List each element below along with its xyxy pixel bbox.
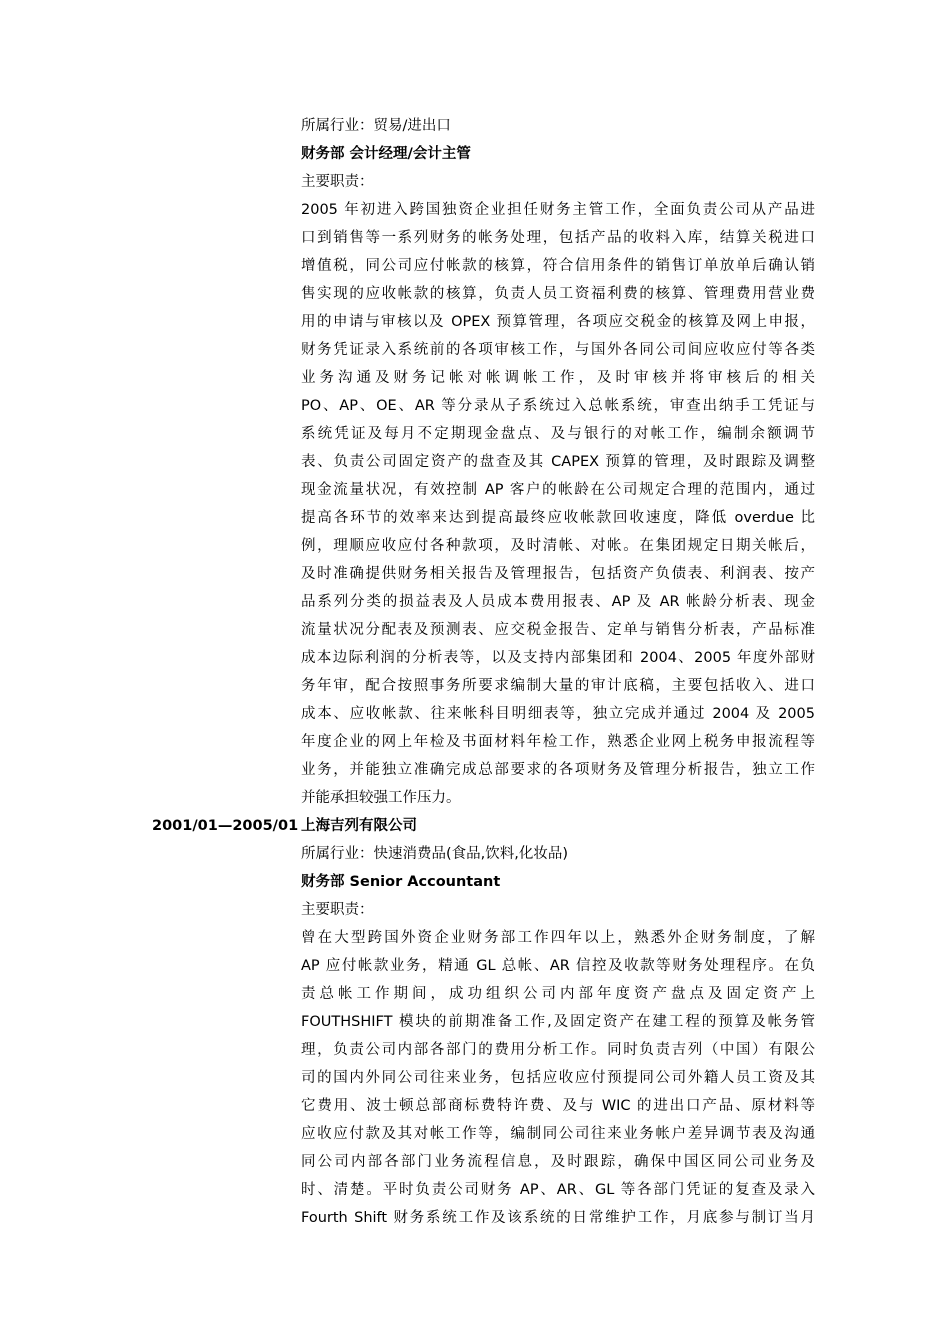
duties-line: 用的申请与审核以及 OPEX 预算管理，各项应交税金的核算及网上申报， <box>301 314 815 330</box>
duties-line: 例，理顺应收应付各种款项，及时清帐、对帐。在集团规定日期关帐后， <box>301 538 815 554</box>
duties-line: 增值税，同公司应付帐款的核算，符合信用条件的销售订单放单后确认销 <box>301 258 815 274</box>
duties-line: 务年审，配合按照事务所要求编制大量的审计底稿，主要包括收入、进口 <box>301 678 815 694</box>
duties-line: 提高各环节的效率来达到提高最终应收帐款回收速度，降低 overdue 比 <box>301 510 815 526</box>
duties-line: 时、清楚。平时负责公司财务 AP、AR、GL 等各部门凭证的复查及录入 <box>301 1182 815 1198</box>
duties-line: 财务凭证录入系统前的各项审核工作，与国外各同公司间应收应付等各类 <box>301 342 815 358</box>
industry-line: 所属行业：快速消费品(食品,饮料,化妆品) <box>301 846 569 862</box>
duties-line: 流量状况分配表及预测表、应交税金报告、定单与销售分析表，产品标准 <box>301 622 815 638</box>
industry-line: 所属行业：贸易/进出口 <box>301 118 451 134</box>
duties-line: 2005 年初进入跨国独资企业担任财务主管工作，全面负责公司从产品进 <box>301 202 815 218</box>
duties-line: 现金流量状况，有效控制 AP 客户的帐龄在公司规定合理的范围内，通过 <box>301 482 815 498</box>
duties-line: 应收应付款及其对帐工作等，编制同公司往来业务帐户差异调节表及沟通 <box>301 1126 815 1142</box>
duties-line: 同公司内部各部门业务流程信息，及时跟踪，确保中国区同公司业务及 <box>301 1154 815 1170</box>
duties-line: 它费用、波士顿总部商标费特许费、及与 WIC 的进出口产品、原材料等 <box>301 1098 815 1114</box>
duties-label: 主要职责： <box>301 902 374 918</box>
duties-line: 责总帐工作期间，成功组织公司内部年度资产盘点及固定资产上 <box>301 986 815 1002</box>
duties-line: 口到销售等一系列财务的帐务处理，包括产品的收料入库，结算关税进口 <box>301 230 815 246</box>
duties-line: 司的国内外同公司往来业务，包括应收应付预提同公司外籍人员工资及其 <box>301 1070 815 1086</box>
duties-line: 成本边际利润的分析表等，以及支持内部集团和 2004、2005 年度外部财 <box>301 650 815 666</box>
duties-line: PO、AP、OE、AR 等分录从子系统过入总帐系统，审查出纳手工凭证与 <box>301 398 815 414</box>
duties-line: 系统凭证及每月不定期现金盘点、及与银行的对帐工作，编制余额调节 <box>301 426 815 442</box>
duties-line: 年度企业的网上年检及书面材料年检工作，熟悉企业网上税务申报流程等 <box>301 734 815 750</box>
duties-line: FOUTHSHIFT 模块的前期准备工作,及固定资产在建工程的预算及帐务管 <box>301 1014 815 1030</box>
duties-line: 业务，并能独立准确完成总部要求的各项财务及管理分析报告，独立工作 <box>301 762 815 778</box>
duties-line: 理，负责公司内部各部门的费用分析工作。同时负责吉列（中国）有限公 <box>301 1042 815 1058</box>
duties-line: 及时准确提供财务相关报告及管理报告，包括资产负债表、利润表、按产 <box>301 566 815 582</box>
position-title: 财务部 会计经理/会计主管 <box>301 146 471 162</box>
duties-line: 业务沟通及财务记帐对帐调帐工作，及时审核并将审核后的相关 <box>301 370 815 386</box>
duties-line: AP 应付帐款业务，精通 GL 总帐、AR 信控及收款等财务处理程序。在负 <box>301 958 815 974</box>
duties-line: Fourth Shift 财务系统工作及该系统的日常维护工作，月底参与制订当月 <box>301 1210 815 1226</box>
duties-line: 成本、应收帐款、往来帐科目明细表等，独立完成并通过 2004 及 2005 <box>301 706 815 722</box>
duties-line: 表、负责公司固定资产的盘查及其 CAPEX 预算的管理，及时跟踪及调整 <box>301 454 815 470</box>
duties-label: 主要职责： <box>301 174 374 190</box>
duties-line: 售实现的应收帐款的核算，负责人员工资福利费的核算、管理费用营业费 <box>301 286 815 302</box>
employment-date-range: 2001/01—2005/01 <box>152 818 299 834</box>
duties-line: 并能承担较强工作压力。 <box>301 790 461 806</box>
duties-line: 曾在大型跨国外资企业财务部工作四年以上，熟悉外企财务制度，了解 <box>301 930 815 946</box>
position-title: 财务部 Senior Accountant <box>301 874 501 890</box>
company-name: 上海吉列有限公司 <box>301 818 417 834</box>
duties-line: 品系列分类的损益表及人员成本费用报表、AP 及 AR 帐龄分析表、现金 <box>301 594 815 610</box>
